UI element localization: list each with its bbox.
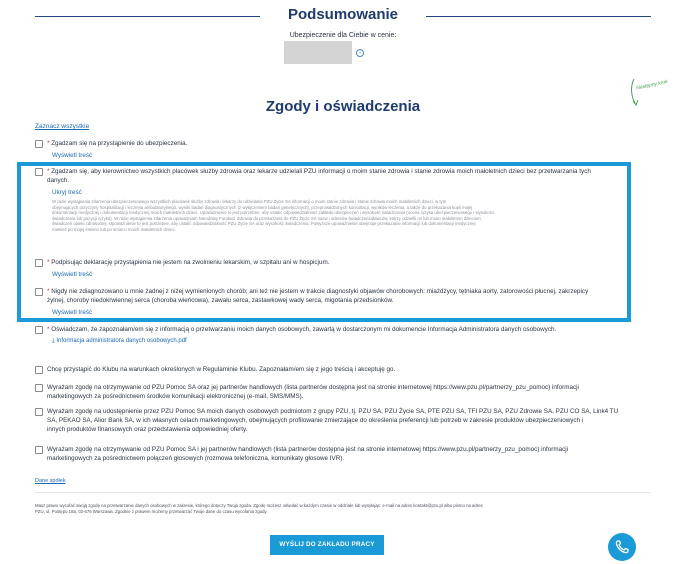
consent-checkbox[interactable] [35, 384, 43, 392]
consent-text-cont: marketingowych za pośrednictwem połączeń głosowych (rozmowa telefoniczna, komunikaty głosowe IVR). [47, 455, 345, 462]
consent-checkbox[interactable] [35, 446, 43, 454]
consent-text-cont: innych produktów finansowych oraz przedstawienia odpowiedniej oferty. [47, 426, 248, 433]
required-mark: * [47, 140, 52, 147]
price-value-redacted [284, 41, 352, 64]
header-rule-right [426, 16, 651, 17]
consent-text: Chcę przystąpić do Klubu na warunkach określonych w Regulaminie Klubu. Zapoznałam/em się z jego treścią i akceptuję go. [47, 366, 396, 373]
consent-checkbox[interactable] [35, 366, 43, 374]
summary-title: Podsumowanie [287, 6, 399, 23]
pdf-attachment-link[interactable]: ⤓ Informacja administratora danych osobowych.pdf [52, 338, 187, 344]
download-icon: ⤓ [52, 338, 57, 344]
submit-button[interactable]: WYŚLIJ DO ZAKŁADU PRACY [270, 535, 384, 555]
consent-text-cont: danych. [47, 177, 70, 184]
select-all-link[interactable]: Zaznacz wszystkie [35, 123, 90, 130]
consent-text: * Oświadczam, że zapoznałam/em się z informacją o przetwarzaniu moich danych osobowych, zawartą w dostarczonym mi dokumencie Informacja Administratora danych osobowych. [47, 326, 557, 333]
consent-checkbox[interactable] [35, 288, 43, 296]
consent-text: * Zgadzam się na przystąpienie do ubezpieczenia. [47, 140, 188, 147]
consent-text: Wyrażam zgodę na otrzymywanie od PZU Pomoc SA i jej partnerów handlowych (lista partnerów dostępna jest na stronie internetowej https://www.pzu.pl/partnerzy_pzu_pomoc) informacji [47, 446, 569, 453]
consent-text: * Nigdy nie zdiagnozowano u mnie żadnej z niżej wymienionych chorób; ani też nie jestem w trakcie diagnostyki objawów chorobowych: miażdżycy, tętniaka aorty, zatorowości płucnej, zakrzepicy [47, 288, 589, 295]
show-content-link[interactable]: Wyświetl treść [52, 309, 93, 316]
hint-text: Następny krok [635, 78, 669, 92]
summary-header [0, 6, 686, 26]
phone-button[interactable] [608, 533, 636, 561]
company-data-link[interactable]: Dane spółek [35, 478, 66, 484]
required-mark: * [47, 288, 52, 295]
required-mark: * [47, 259, 52, 266]
hide-content-link[interactable]: Ukryj treść [52, 189, 82, 196]
consent-text: * Zgadzam się, aby kierownictwo wszystkich placówek służby zdrowia oraz lekarze udzielali PZU informacji o moim stanie zdrowia i stanie zdrowia moich małoletnich dzieci bez przetwarzania tych [47, 168, 591, 175]
consent-text: Wyrażam zgodę na udostępnienie przez PZU Pomoc SA moich danych osobowych podmiotom z grupy PZU, tj. PZU SA, PZU Życie SA, PTE PZU SA, TFI PZU SA, PZU Zdrowie SA, PZU CO SA, Link4 TU [47, 408, 619, 415]
consent-text-cont: marketingowych za pośrednictwem środków komunikacji elektronicznej (e-mail, SMS/MMS). [47, 393, 304, 400]
consent-text: Wyrażam zgodę na otrzymywanie od PZU Pomoc SA oraz jej partnerów handlowych (lista partnerów dostępna jest na stronie internetowej https://www.pzu.pl/partnerzy_pzu_pomoc) informacji [47, 384, 579, 391]
consent-text-cont: żylnej, choroby niedokrwiennej serca (choroba wieńcowa), zawału serca, zastawkowej wady serca, migotania przedsionków. [47, 297, 394, 304]
show-content-link[interactable]: Wyświetl treść [52, 271, 93, 278]
consent-checkbox[interactable] [35, 326, 43, 334]
consent-text-cont: SA, PEKAO SA, Alior Bank SA, w ich własnych celach marketingowych, obejmujących profilowanie zmierzające do określenia preferencji lub potrzeb w zakresie produktów ubezpieczeniowych i [47, 417, 584, 424]
consent-details: W razie wystąpienia zdarzenia ubezpieczeniowego wszystkich placówek służby zdrowia i lekarzy do udzielania PZU Życie SA informacji o moim stanie zdrowia i stanie zdrowia moich małoletnich dzieci, w tym obejmujących przyczyny hospitalizacji i leczenia ambulatoryjnego, wyniki badań diagnostycznych (z wyłączeniem badań genetycznych), przeprowadzonych konsultacji, wyników leczenia, a także do przekazania kopii mojej dokumentacji medycznej i dokumentacji medycznej moich małoletnich dzieci. Upoważnienie to jest potrzebne, aby ustalić odpowiedzialność zakładu ubezpieczeń i wysokość świadczenia (ocena ryzyka ubezpieczeniowego i wysokość świadczenia lub pozycji ryzyka). W razie wystąpienia zdarzenia upoważniam Narodowy Fundusz Zdrowia do przekazania do PZU Życie SA nazw i adresów świadczeniodawców, którzy udzielili mi lub moim małoletnim dzieciom świadczeń opieki zdrowotnej. Upoważnienie to jest potrzebne, aby ustalić odpowiedzialność PZU Życie SA oraz wysokość świadczenia. Powyższe upoważnienie obejmuje przekazanie informacji lub dokumentacji medycznej również po mojej śmierci lub po śmierci moich małoletnich dzieci. [52, 199, 495, 232]
header-rule-left [35, 16, 260, 17]
consent-checkbox[interactable] [35, 140, 43, 148]
consent-checkbox[interactable] [35, 168, 43, 176]
consent-checkbox[interactable] [35, 408, 43, 416]
price-label: Ubezpieczenie dla Ciebie w cenie: [289, 32, 397, 39]
show-content-link[interactable]: Wyświetl treść [52, 152, 93, 159]
footer-divider [35, 492, 651, 493]
consents-title: Zgody i oświadczenia [265, 98, 421, 115]
consent-checkbox[interactable] [35, 259, 43, 267]
required-mark: * [47, 326, 52, 333]
footer-note: Masz prawo wycofać swoją zgodę na przetwarzanie danych osobowych w zakresie, którego dotyczy Twoja zgoda. Zgodę możesz odwołać w każdym czasie w oddziale lub wysyłając: e-mail na adres kontakt@pzu.pl albo pismo na adres PZU, ul. Postępu 18a, 02-676 Warszawa. Zgodnie z prawem możemy przetwarzać Twoje dane do czasu wycofania zgody. [35, 503, 483, 514]
info-icon[interactable]: i [356, 49, 364, 57]
consent-text: * Podpisując deklarację przystąpienia nie jestem na zwolnieniu lekarskim, w szpitalu ani w hospicjum. [47, 259, 330, 266]
phone-icon [608, 533, 636, 561]
required-mark: * [47, 168, 52, 175]
